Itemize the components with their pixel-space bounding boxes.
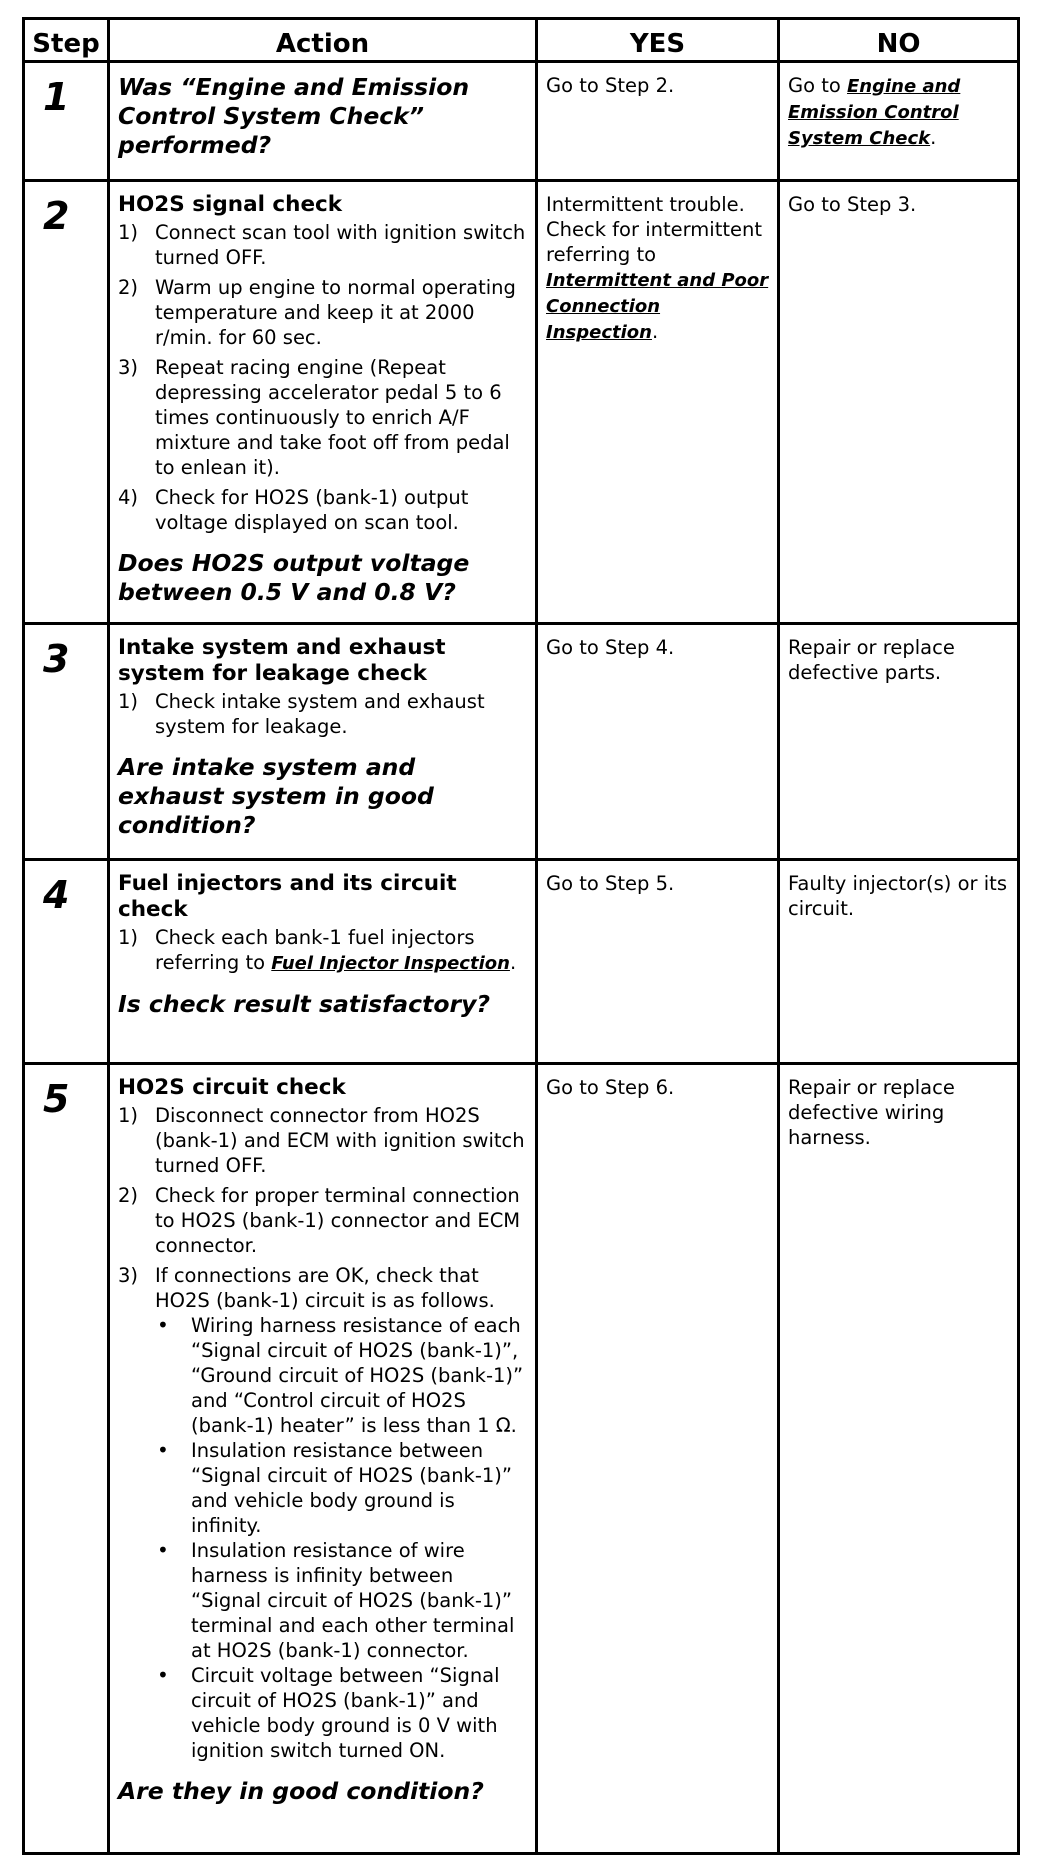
header-step: Step [25,20,110,60]
list-item: 1) Check intake system and exhaust system for leakage. [118,690,485,738]
no-result: Repair or replace defective parts. [788,636,955,684]
list-item: 1) Check each bank-1 fuel injectors referring to Fuel Injector Inspection. [118,926,517,974]
header-action: Action [110,20,538,60]
table-row [25,1065,1017,1852]
step-question: Are intake system and exhaust system in good condition? [118,753,434,839]
condition-list [155,1313,527,1763]
no-result: Go to Step 3. [788,193,917,216]
table-header-row [25,20,1017,63]
list-item: • Insulation resistance of wire harness is infinity between “Signal circuit of HO2S (bank-1)” terminal and each other terminal at HO2S (bank-1) connector. [157,1538,515,1662]
list-item: 4) Check for HO2S (bank-1) output voltage displayed on scan tool. [118,486,469,534]
step-question: Is check result satisfactory? [118,990,491,1018]
step-title: HO2S signal check [118,192,343,217]
step-number: 5 [43,1077,70,1121]
list-item: • Wiring harness resistance of each “Signal circuit of HO2S (bank-1)”, “Ground circuit of HO2S (bank-1)” and “Control circuit of HO2S (bank-1) heater” is less than 1 Ω. [157,1313,524,1437]
table-row [25,861,1017,1065]
list-item: 1) Connect scan tool with ignition switch turned OFF. [118,221,526,269]
yes-result: Go to Step 4. [546,636,675,659]
table-row [25,625,1017,861]
diagnostic-table [22,17,1020,1855]
list-item: 3) If connections are OK, check that HO2S (bank-1) circuit is as follows. • Wiring harness resistance of each “Signal circuit of HO2S (bank-1)”, “Ground circuit of HO2S (bank-1)” and “Control circuit of HO2S (bank-1) heater” is less than 1 Ω. • Insulation resistance between “Signal circuit of HO2S (bank-1)” and vehicle body ground is infinity. • Insulation resistance of wire harness is infinity between “Signal circuit of HO2S (bank-1)” terminal and each other terminal at HO2S (bank-1) connector. • Circuit voltage between “Signal circuit of HO2S (bank-1)” and vehicle body ground is 0 V with ignition switch turned ON. [118,1263,527,1763]
procedure-list [118,1103,527,1763]
step-number: 4 [43,873,70,917]
no-result: Go to Engine and Emission Control System Check. [788,74,961,149]
step-question: Was “Engine and Emission Control System Check” performed? [118,73,470,159]
list-item: 2) Warm up engine to normal operating temperature and keep it at 2000 r/min. for 60 sec. [118,276,516,349]
step-number: 3 [43,637,70,681]
list-item: • Circuit voltage between “Signal circuit of HO2S (bank-1)” and vehicle body ground is 0 V with ignition switch turned ON. [157,1663,500,1762]
list-item: 1) Disconnect connector from HO2S (bank-1) and ECM with ignition switch turned OFF. [118,1104,525,1177]
procedure-list [118,220,527,535]
step-number: 1 [43,75,70,119]
header-no: NO [876,29,921,59]
engine-emission-check-link[interactable]: Engine and Emission Control System Check [788,76,961,149]
procedure-list [118,925,527,976]
header-yes: YES [538,20,780,60]
no-result: Faulty injector(s) or its circuit. [788,872,1007,920]
no-result: Repair or replace defective wiring harness. [788,1076,955,1149]
list-item: • Insulation resistance between “Signal circuit of HO2S (bank-1)” and vehicle body ground is infinity. [157,1438,512,1537]
table-row [25,63,1017,182]
table-row [25,182,1017,625]
procedure-list [118,689,527,739]
fuel-injector-inspection-link[interactable]: Fuel Injector Inspection [271,953,510,974]
step-question: Are they in good condition? [118,1777,484,1805]
step-number: 2 [43,194,70,238]
intermittent-inspection-link[interactable]: Intermittent and Poor Connection Inspection [546,270,769,343]
yes-result: Intermittent trouble. Check for intermittent referring to Intermittent and Poor Connection Inspection. [546,193,769,343]
list-item: 3) Repeat racing engine (Repeat depressing accelerator pedal 5 to 6 times continuously to enrich A/F mixture and take foot off from pedal to enlean it). [118,356,510,479]
yes-result: Go to Step 5. [546,872,675,895]
step-title: Intake system and exhaust system for leakage check [118,635,446,686]
list-item: 2) Check for proper terminal connection to HO2S (bank-1) connector and ECM connector. [118,1184,521,1257]
yes-result: Go to Step 2. [546,74,675,97]
yes-result: Go to Step 6. [546,1076,675,1099]
step-title: HO2S circuit check [118,1075,346,1100]
step-question: Does HO2S output voltage between 0.5 V and 0.8 V? [118,549,470,606]
step-title: Fuel injectors and its circuit check [118,871,457,922]
